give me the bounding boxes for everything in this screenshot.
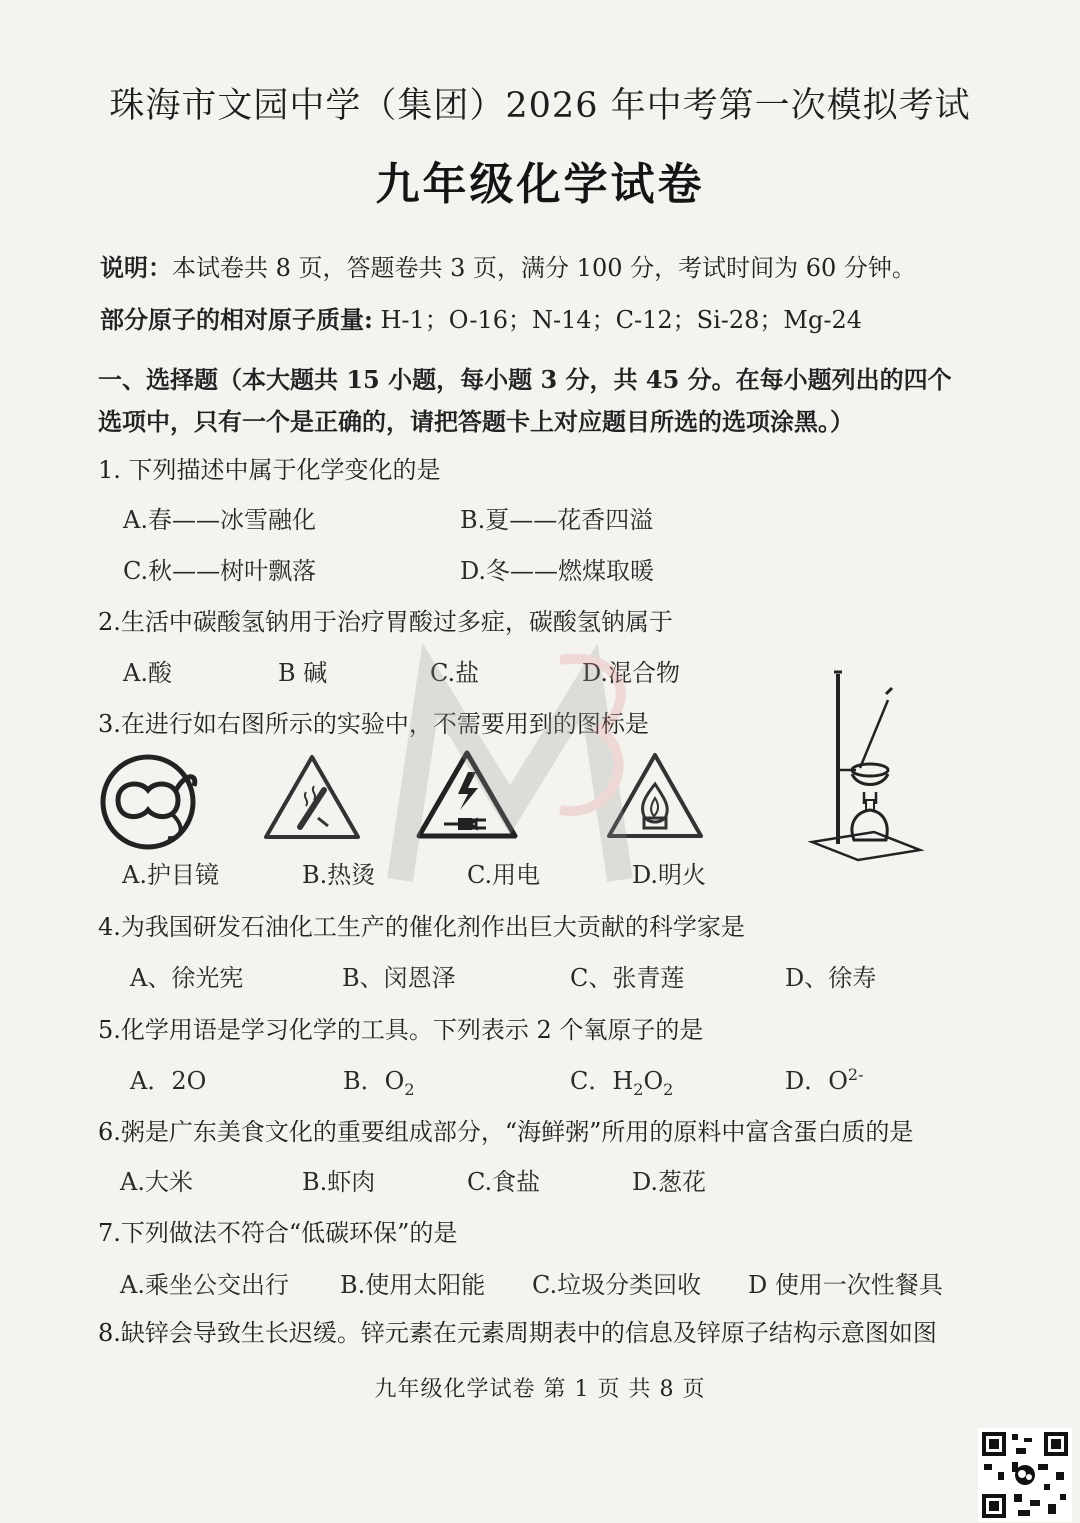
q5-b-symbol: B．O	[343, 1067, 405, 1095]
q6-option-b: B.虾肉	[302, 1168, 376, 1196]
question-1: 1. 下列描述中属于化学变化的是	[98, 456, 441, 484]
q5-c-subscript2: 2	[663, 1079, 674, 1099]
q6-option-c: C.食盐	[467, 1168, 541, 1196]
q4-option-d: D、徐寿	[785, 964, 877, 992]
q6-option-a: A.大米	[120, 1168, 193, 1196]
q7-option-b: B.使用太阳能	[340, 1271, 486, 1299]
q6-option-d: D.葱花	[632, 1168, 707, 1196]
page-footer: 九年级化学试卷 第 1 页 共 8 页	[374, 1377, 706, 1402]
instructions-text: 本试卷共 8 页，答题卷共 3 页，满分 100 分，考试时间为 60 分钟。	[172, 254, 916, 282]
q7-option-a: A.乘坐公交出行	[120, 1271, 289, 1299]
q3-option-b: B.热烫	[302, 861, 376, 889]
section1-heading-line2: 选项中，只有一个是正确的，请把答题卡上对应题目所选的选项涂黑。）	[98, 407, 854, 436]
school-title: 珠海市文园中学（集团）2026 年中考第一次模拟考试	[109, 86, 971, 126]
question-7: 7.下列做法不符合“低碳环保”的是	[98, 1219, 458, 1247]
q5-option-a: A．2O	[130, 1067, 207, 1095]
q4-option-c: C、张青莲	[570, 964, 685, 992]
question-5: 5.化学用语是学习化学的工具。下列表示 2 个氧原子的是	[98, 1016, 704, 1044]
q1-option-a: A.春——冰雪融化	[123, 506, 316, 534]
instructions-label: 说明：	[100, 253, 172, 282]
q4-option-a: A、徐光宪	[130, 964, 244, 992]
q3-option-a: A.护目镜	[122, 861, 219, 889]
watermark-logo-icon	[360, 620, 660, 920]
question-6: 6.粥是广东美食文化的重要组成部分，“海鲜粥”所用的原料中富含蛋白质的是	[98, 1118, 914, 1146]
q5-d-symbol: D．O	[785, 1067, 848, 1095]
q4-option-b: B、闵恩泽	[342, 964, 456, 992]
q2-option-d: D.混合物	[582, 659, 681, 687]
q2-option-c: C.盐	[430, 659, 480, 687]
question-4: 4.为我国研发石油化工生产的催化剂作出巨大贡献的科学家是	[98, 913, 745, 941]
atomic-masses	[100, 300, 862, 335]
q2-option-a: A.酸	[123, 659, 172, 687]
hot-surface-icon	[262, 752, 362, 842]
q5-option-c	[570, 1061, 673, 1099]
q5-b-subscript: 2	[404, 1079, 415, 1099]
q5-option-d	[785, 1061, 864, 1096]
q3-option-c: C.用电	[467, 861, 541, 889]
q5-option-b	[343, 1061, 415, 1099]
q5-c-symbol1: C．H	[570, 1067, 634, 1095]
q2-option-b: B 碱	[278, 659, 328, 687]
question-8: 8.缺锌会导致生长迟缓。锌元素在元素周期表中的信息及锌原子结构示意图如图	[98, 1319, 937, 1347]
q7-option-c: C.垃圾分类回收	[532, 1271, 702, 1299]
qr-code-icon	[978, 1428, 1072, 1522]
q3-option-d: D.明火	[632, 861, 707, 889]
question-2: 2.生活中碳酸氢钠用于治疗胃酸过多症，碳酸氢钠属于	[98, 608, 673, 636]
q5-c-symbol2: O	[643, 1067, 664, 1095]
instructions	[100, 248, 916, 283]
q1-option-b: B.夏——花香四溢	[460, 506, 654, 534]
evaporation-apparatus-icon	[808, 664, 926, 864]
goggles-icon	[98, 750, 200, 852]
question-3: 3.在进行如右图所示的实验中，不需要用到的图标是	[98, 710, 649, 738]
atomic-masses-text: H-1；O-16；N-14；C-12；Si-28；Mg-24	[372, 306, 863, 334]
q1-option-c: C.秋——树叶飘落	[123, 557, 317, 585]
section1-heading-line1: 一、选择题（本大题共 15 小题，每小题 3 分，共 45 分。在每小题列出的四个	[98, 365, 952, 394]
q5-c-subscript1: 2	[633, 1079, 644, 1099]
q7-option-d: D 使用一次性餐具	[748, 1271, 943, 1299]
paper-title: 九年级化学试卷	[375, 159, 705, 210]
atomic-masses-label: 部分原子的相对原子质量:	[100, 305, 373, 334]
q1-option-d: D.冬——燃煤取暖	[460, 557, 655, 585]
q5-d-superscript: 2-	[847, 1065, 864, 1084]
